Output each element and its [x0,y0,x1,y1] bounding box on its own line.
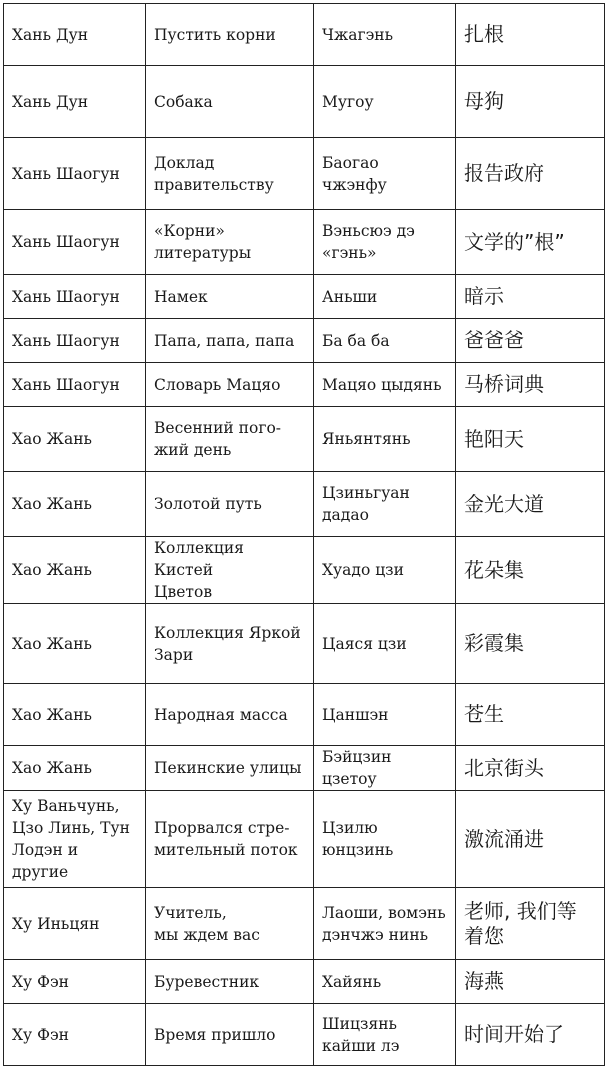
title-cn-cell: 艳阳天 [456,407,605,472]
title-ru-cell: Собака [146,66,314,138]
title-pinyin-cell: Шицзянь кайши лэ [314,1004,456,1066]
author-cell: Хань Шаогун [4,363,146,407]
title-pinyin-cell: Хайянь [314,960,456,1004]
author-cell: Ху Фэн [4,1004,146,1066]
author-cell: Хань Дун [4,66,146,138]
table-row [4,66,605,138]
title-cn-cell: 文学的”根” [456,210,605,275]
title-cn-cell: 爸爸爸 [456,319,605,363]
title-cn-cell: 报告政府 [456,138,605,210]
title-ru-cell: Коллекция Яркой Зари [146,604,314,684]
table-row [4,888,605,960]
title-cn-cell: 母狗 [456,66,605,138]
table-row [4,537,605,604]
title-pinyin-cell: Цаяся цзи [314,604,456,684]
title-cn-cell: 彩霞集 [456,604,605,684]
title-ru-cell: Пустить корни [146,4,314,66]
title-ru-cell: Народная масса [146,684,314,746]
title-cn-cell: 时间开始了 [456,1004,605,1066]
title-ru-cell: Намек [146,275,314,319]
title-ru-cell: Папа, папа, папа [146,319,314,363]
author-cell: Хань Дун [4,4,146,66]
title-cn-cell: 老师, 我们等 着您 [456,888,605,960]
title-cn-cell: 金光大道 [456,472,605,537]
author-cell: Ху Иньцян [4,888,146,960]
table-row [4,791,605,888]
title-ru-cell: Учитель, мы ждем вас [146,888,314,960]
title-pinyin-cell: Цзиньгуан дадао [314,472,456,537]
table-row [4,472,605,537]
table-row [4,210,605,275]
author-cell: Ху Фэн [4,960,146,1004]
author-cell: Хао Жань [4,684,146,746]
title-ru-cell: Доклад правительству [146,138,314,210]
title-cn-cell: 扎根 [456,4,605,66]
title-pinyin-cell: Бэйцзин цзетоу [314,746,456,791]
title-ru-cell: «Корни» литературы [146,210,314,275]
author-cell: Хао Жань [4,604,146,684]
title-pinyin-cell: Мугоу [314,66,456,138]
title-cn-cell: 北京街头 [456,746,605,791]
author-cell: Хань Шаогун [4,319,146,363]
title-pinyin-cell: Яньянтянь [314,407,456,472]
title-pinyin-cell: Аньши [314,275,456,319]
table-row [4,746,605,791]
title-cn-cell: 花朵集 [456,537,605,604]
author-cell: Хао Жань [4,472,146,537]
title-pinyin-cell: Лаоши, вомэнь дэнчжэ нинь [314,888,456,960]
title-pinyin-cell: Цаншэн [314,684,456,746]
table-row [4,407,605,472]
title-ru-cell: Золотой путь [146,472,314,537]
title-pinyin-cell: Мацяо цыдянь [314,363,456,407]
title-cn-cell: 马桥词典 [456,363,605,407]
table-row [4,4,605,66]
title-cn-cell: 海燕 [456,960,605,1004]
works-table [3,3,605,1066]
table-row [4,1004,605,1066]
title-cn-cell: 苍生 [456,684,605,746]
title-pinyin-cell: Баогао чжэнфу [314,138,456,210]
table-row [4,960,605,1004]
title-ru-cell: Прорвался стре- мительный поток [146,791,314,888]
title-pinyin-cell: Ба ба ба [314,319,456,363]
title-ru-cell: Весенний пого- жий день [146,407,314,472]
author-cell: Хао Жань [4,407,146,472]
title-ru-cell: Словарь Мацяо [146,363,314,407]
title-ru-cell: Пекинские улицы [146,746,314,791]
title-ru-cell: Буревестник [146,960,314,1004]
author-cell: Хао Жань [4,537,146,604]
title-pinyin-cell: Цзилю юнцзинь [314,791,456,888]
table-row [4,363,605,407]
table-row [4,275,605,319]
author-cell: Хань Шаогун [4,138,146,210]
author-cell: Хао Жань [4,746,146,791]
table-row [4,319,605,363]
author-cell: Ху Ваньчунь, Цзо Линь, Тун Лодэн и другие [4,791,146,888]
table-row [4,604,605,684]
table-row [4,138,605,210]
title-pinyin-cell: Хуадо цзи [314,537,456,604]
table-row [4,684,605,746]
author-cell: Хань Шаогун [4,210,146,275]
title-cn-cell: 暗示 [456,275,605,319]
title-ru-cell: Коллекция Кистей Цветов [146,537,314,604]
author-cell: Хань Шаогун [4,275,146,319]
title-cn-cell: 激流涌进 [456,791,605,888]
title-pinyin-cell: Вэньсюэ дэ «гэнь» [314,210,456,275]
title-ru-cell: Время пришло [146,1004,314,1066]
title-pinyin-cell: Чжагэнь [314,4,456,66]
